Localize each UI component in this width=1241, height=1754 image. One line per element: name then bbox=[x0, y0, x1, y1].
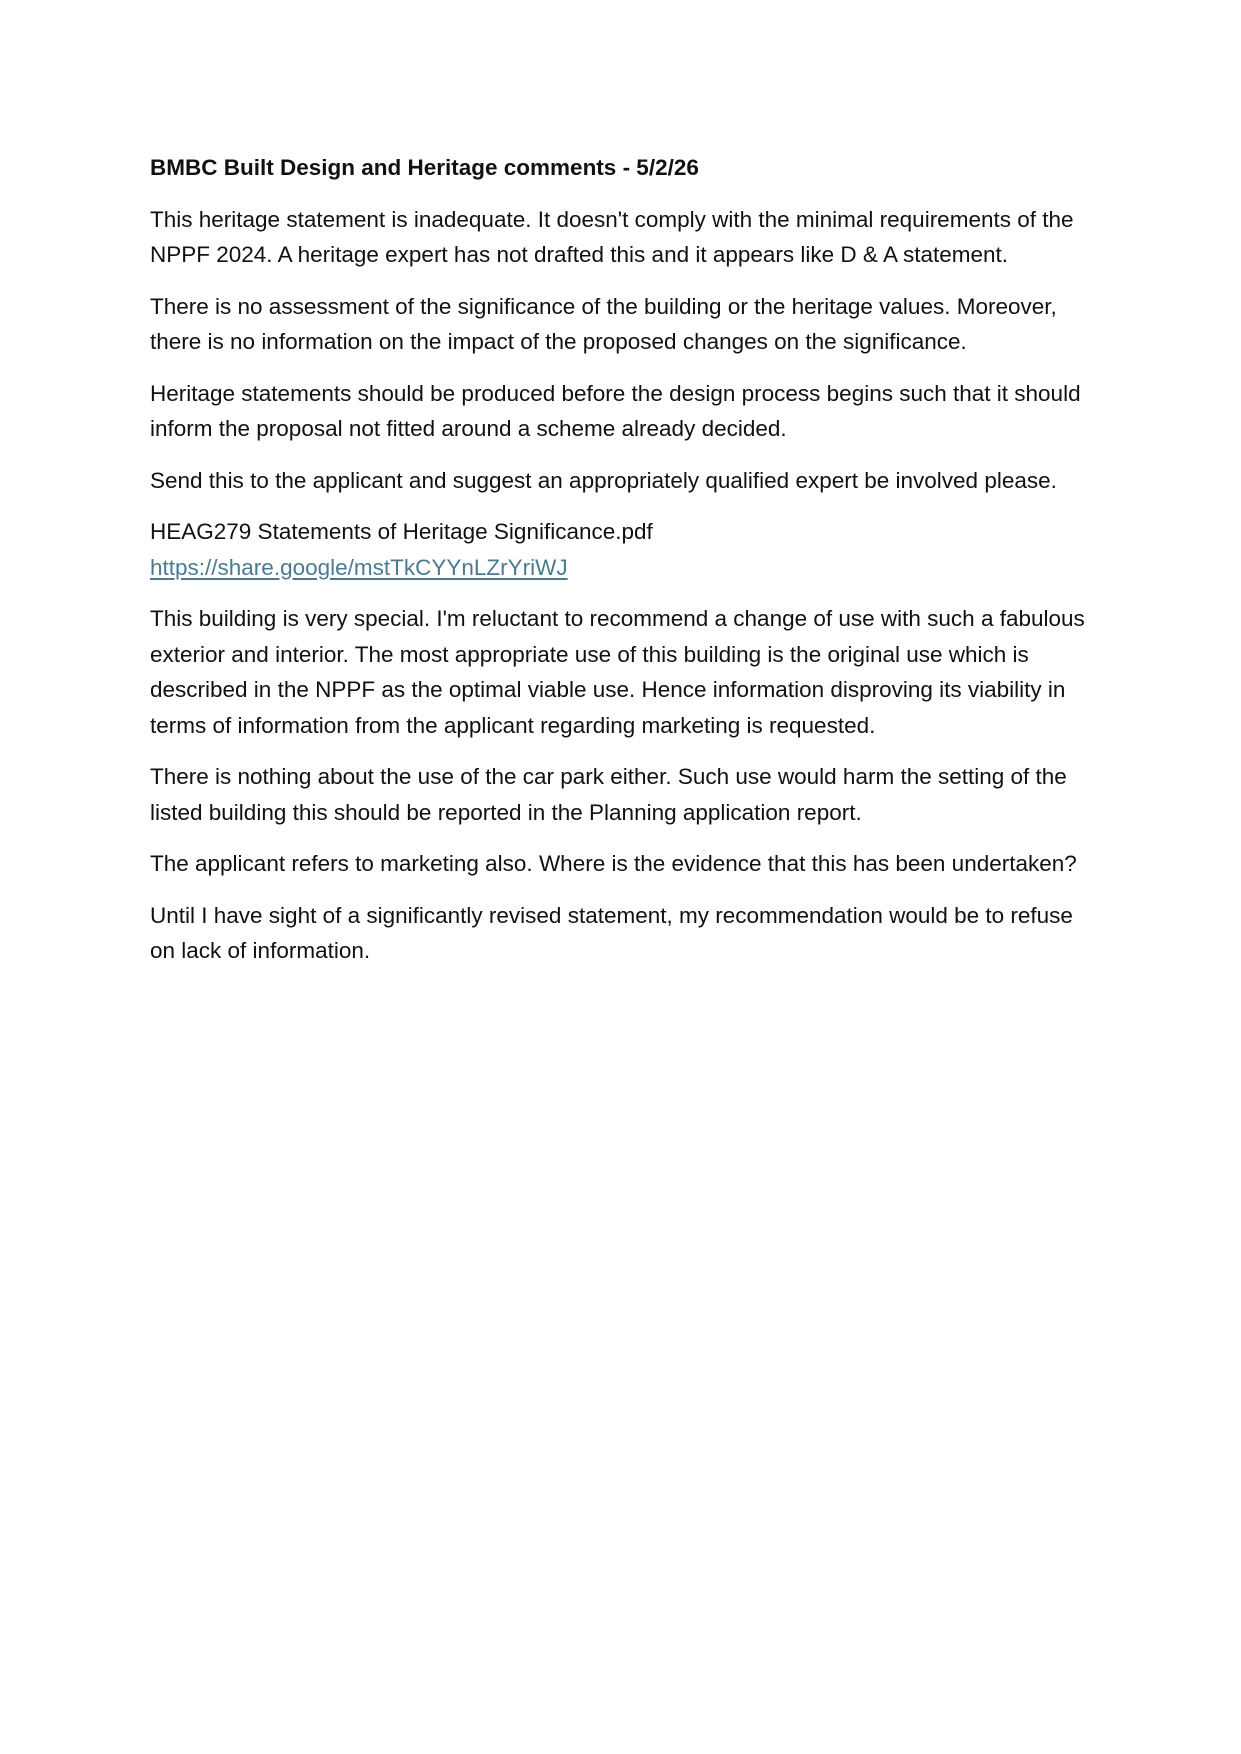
paragraph-no-assessment: There is no assessment of the significance of the building or the heritage values. Moreover, there is no information on the impact of the proposed changes on the significance. bbox=[150, 293, 1057, 354]
paragraph-inadequate-statement: This heritage statement is inadequate. It doesn't comply with the minimal requirements of the NPPF 2024. A heritage expert has not drafted this and it appears like D & A statement. bbox=[150, 206, 1074, 267]
reference-filename: HEAG279 Statements of Heritage Significance.pdf bbox=[150, 519, 653, 544]
reference-block bbox=[150, 514, 1095, 585]
paragraph-design-process: Heritage statements should be produced before the design process begins such that it should inform the proposal not fitted around a scheme already decided. bbox=[150, 380, 1081, 441]
paragraph-recommendation: Until I have sight of a significantly revised statement, my recommendation would be to refuse on lack of information. bbox=[150, 902, 1073, 963]
document-body bbox=[150, 150, 1095, 985]
paragraph-marketing-evidence: The applicant refers to marketing also. Where is the evidence that this has been undertaken? bbox=[150, 851, 1077, 876]
paragraph-car-park: There is nothing about the use of the car park either. Such use would harm the setting of the listed building this should be reported in the Planning application report. bbox=[150, 764, 1067, 825]
paragraph-send-to-applicant: Send this to the applicant and suggest an appropriately qualified expert be involved please. bbox=[150, 467, 1057, 493]
reference-link[interactable]: https://share.google/mstTkCYYnLZrYriWJ bbox=[150, 554, 568, 580]
document-heading: BMBC Built Design and Heritage comments - 5/2/26 bbox=[150, 155, 699, 180]
paragraph-building-special: This building is very special. I'm reluctant to recommend a change of use with such a fabulous exterior and interior. The most appropriate use of this building is the original use which is described in the NPPF as the optimal viable use. Hence information disproving its viability in terms of information from the applicant regarding marketing is requested. bbox=[150, 606, 1085, 738]
